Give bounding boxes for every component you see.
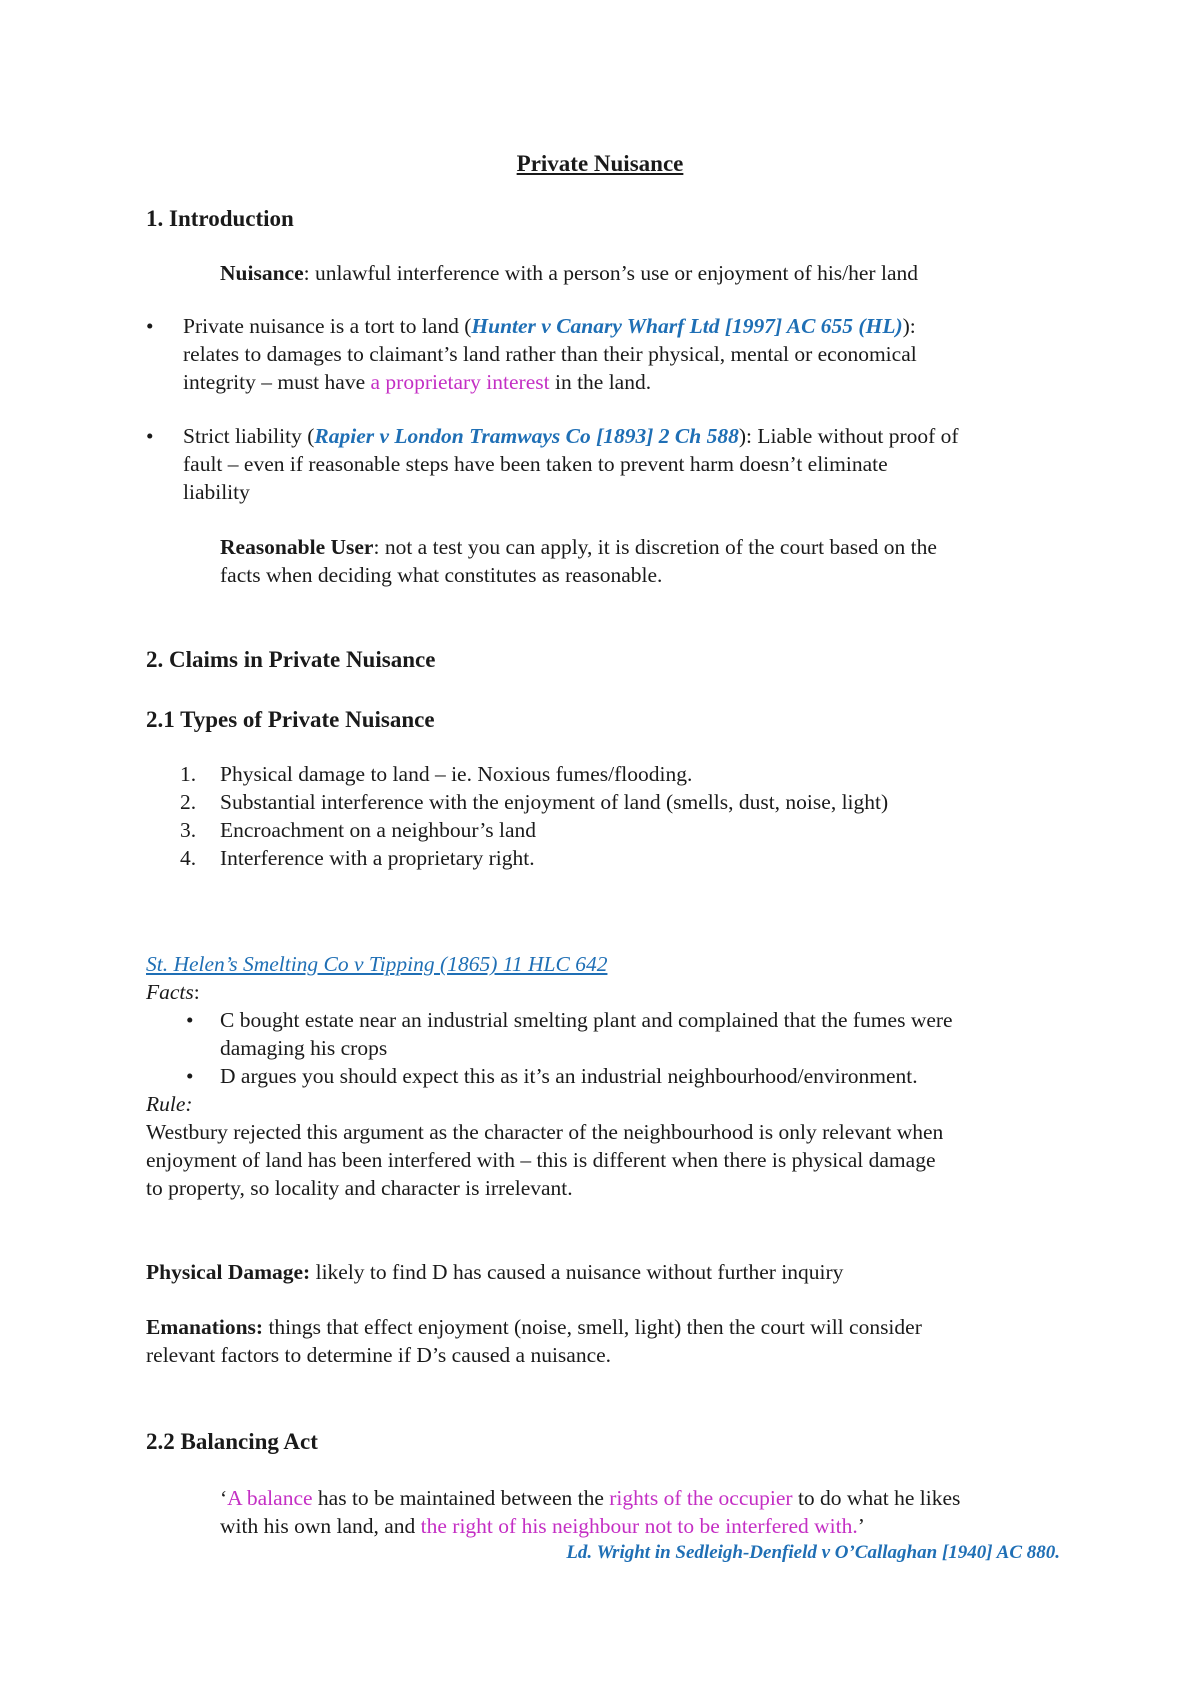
text-run: Facts [146, 980, 194, 1004]
text-run: has to be maintained between the [312, 1486, 610, 1510]
rule-line: to property, so locality and character is irrelevant. [146, 1176, 573, 1200]
list-number: 3. [180, 818, 197, 842]
highlight-text: a proprietary interest [370, 370, 550, 394]
highlight-text: the right of his neighbour not to be interfered with. [420, 1514, 858, 1538]
definition-term: Nuisance [220, 261, 304, 285]
emanations-definition [146, 1313, 922, 1341]
text-run: likely to find D has caused a nuisance without further inquiry [310, 1260, 844, 1284]
rule-line: Westbury rejected this argument as the character of the neighbourhood is only relevant when [146, 1120, 944, 1144]
highlight-text: rights of the occupier [609, 1486, 793, 1510]
bullet-text [183, 312, 916, 340]
fact-item: D argues you should expect this as it’s an industrial neighbourhood/environment. [220, 1064, 918, 1088]
definition-term: Emanations: [146, 1315, 264, 1339]
bullet-text-line [183, 368, 651, 396]
highlight-text: A balance [227, 1486, 313, 1510]
section-1-heading: 1. Introduction [146, 206, 294, 231]
text-run: : not a test you can apply, it is discretion of the court based on the [373, 535, 937, 559]
quote-line [220, 1512, 865, 1540]
physical-damage-definition [146, 1258, 843, 1286]
bullet-text-line: liability [183, 480, 250, 504]
list-item: Physical damage to land – ie. Noxious fumes/flooding. [220, 762, 693, 786]
bullet-text-line: fault – even if reasonable steps have been taken to prevent harm doesn’t eliminate [183, 452, 888, 476]
text-run: Strict liability ( [183, 424, 315, 448]
text-run: Private nuisance is a tort to land ( [183, 314, 472, 338]
quote-line [220, 1484, 960, 1512]
fact-item-line: damaging his crops [220, 1036, 388, 1060]
case-title-link[interactable]: St. Helen’s Smelting Co v Tipping (1865) 11 HLC 642 [146, 952, 608, 976]
bullet-icon: • [146, 314, 154, 338]
page-title: Private Nuisance [516, 151, 684, 176]
list-number: 2. [180, 790, 197, 814]
definition-term: Physical Damage: [146, 1260, 311, 1284]
nuisance-definition [220, 259, 918, 287]
bullet-icon: • [146, 424, 154, 448]
list-item: Interference with a proprietary right. [220, 846, 535, 870]
definition-line: facts when deciding what constitutes as reasonable. [220, 563, 663, 587]
case-citation: Hunter v Canary Wharf Ltd [1997] AC 655 (HL) [471, 314, 903, 338]
list-number: 4. [180, 846, 197, 870]
text-run: integrity – must have [183, 370, 371, 394]
text-run: with his own land, and [220, 1514, 421, 1538]
text-run: ): [902, 314, 916, 338]
bullet-text [183, 422, 959, 450]
rule-line: enjoyment of land has been interfered with – this is different when there is physical damage [146, 1148, 936, 1172]
reasonable-user-definition [220, 533, 937, 561]
text-run: ‘ [220, 1486, 228, 1510]
case-citation: Rapier v London Tramways Co [1893] 2 Ch 588 [314, 424, 739, 448]
list-number: 1. [180, 762, 197, 786]
text-run: ’ [857, 1514, 865, 1538]
bullet-icon: • [186, 1008, 194, 1032]
quote-source: Ld. Wright in Sedleigh-Denfield v O’Callaghan [1940] AC 880. [566, 1542, 1060, 1563]
rule-label: Rule: [146, 1092, 193, 1116]
facts-label [146, 978, 200, 1006]
text-run: to do what he likes [792, 1486, 961, 1510]
bullet-text-line: relates to damages to claimant’s land rather than their physical, mental or economical [183, 342, 917, 366]
definition-line: relevant factors to determine if D’s caused a nuisance. [146, 1343, 612, 1367]
text-run: : [193, 980, 200, 1004]
text-run: in the land. [549, 370, 652, 394]
fact-item: C bought estate near an industrial smelting plant and complained that the fumes were [220, 1008, 953, 1032]
subsection-2-2-heading: 2.2 Balancing Act [146, 1429, 318, 1454]
bullet-icon: • [186, 1064, 194, 1088]
section-2-heading: 2. Claims in Private Nuisance [146, 647, 436, 672]
definition-term: Reasonable User [220, 535, 374, 559]
subsection-2-1-heading: 2.1 Types of Private Nuisance [146, 707, 435, 732]
definition-text: : unlawful interference with a person’s use or enjoyment of his/her land [303, 261, 918, 285]
list-item: Substantial interference with the enjoyment of land (smells, dust, noise, light) [220, 790, 889, 814]
list-item: Encroachment on a neighbour’s land [220, 818, 537, 842]
text-run: things that effect enjoyment (noise, smell, light) then the court will consider [263, 1315, 922, 1339]
text-run: ): Liable without proof of [738, 424, 959, 448]
